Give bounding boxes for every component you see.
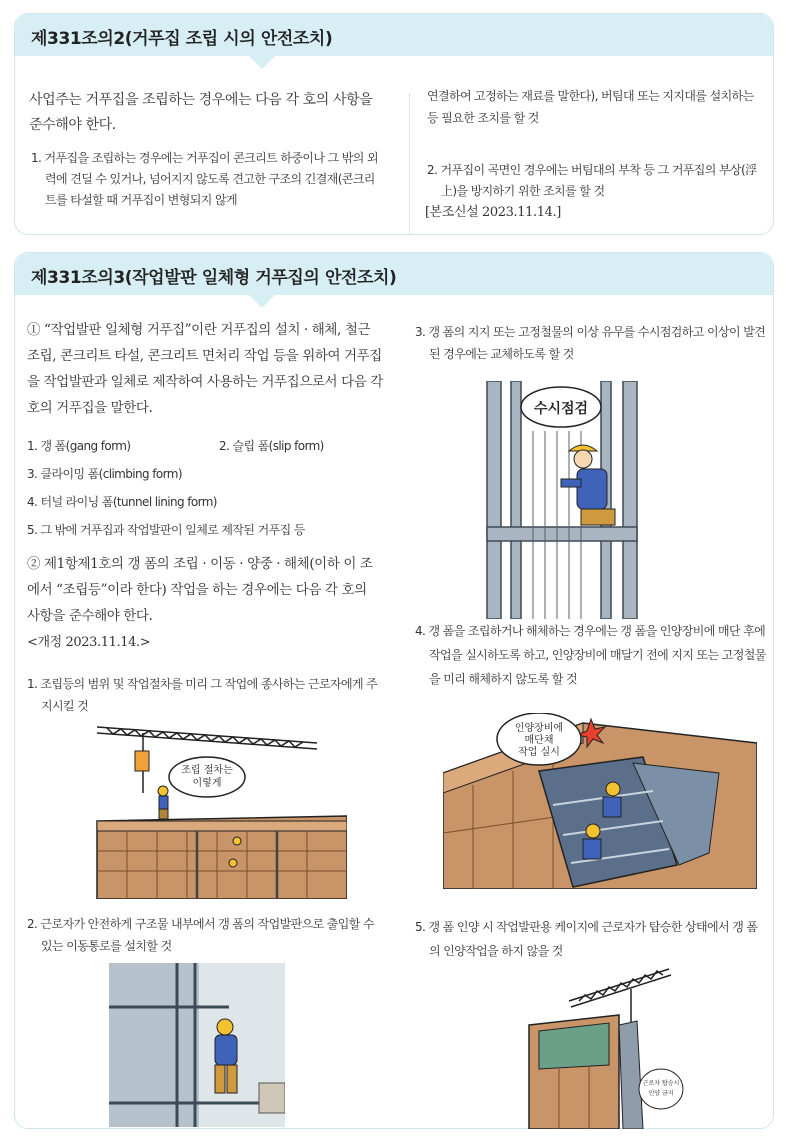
paragraph-1: ① “작업발판 일체형 거푸집”이란 거푸집의 설치 · 해체, 철근 조립, 콘크리트 타설, 콘크리트 면처리 작업 등을 위하여 거푸집을 작업발판과 일체로 제작하여 사용하는 거푸집으로서 다음 각 호의 거푸집을 말한다. bbox=[27, 322, 383, 416]
item-1-continued: 연결하여 고정하는 재료를 말한다), 버팀대 또는 지지대를 설치하는 등 필요한 조치를 할 것 bbox=[427, 89, 754, 125]
article-header bbox=[15, 14, 773, 56]
list-item-1: 1. 갱 폼(gang form) bbox=[27, 439, 131, 453]
list-item-3: 3. 클라이밍 폼(climbing form) bbox=[27, 467, 182, 481]
list-item-2: 2. 슬립 폼(slip form) bbox=[219, 439, 324, 453]
header-pointer bbox=[249, 295, 275, 308]
item-1: 1. 거푸집을 조립하는 경우에는 거푸집이 콘크리트 하중이나 그 밖의 외력에 견딜 수 있거나, 넘어지지 않도록 견고한 구조의 긴결재(콘크리트를 타설할 때 거푸집이 변형되지 않게 bbox=[31, 151, 378, 207]
item-2: 2. 거푸집이 곡면인 경우에는 버팀대의 부착 등 그 거푸집의 부상(浮上)을 방지하기 위한 조치를 할 것 bbox=[427, 163, 757, 198]
article-331-2-panel bbox=[14, 13, 774, 235]
rule-2: 2. 근로자가 안전하게 구조물 내부에서 갱 폼의 작업발판으로 출입할 수 있는 이동통로를 설치할 것 bbox=[27, 917, 374, 953]
gang-form-lifting-illustration bbox=[443, 713, 757, 889]
bubble-text: 인양장비에 bbox=[514, 723, 564, 734]
article-title: 제331조의2(거푸집 조립 시의 안전조치) bbox=[31, 29, 333, 49]
access-passage-illustration bbox=[109, 963, 285, 1127]
list-item-4: 4. 터널 라이닝 폼(tunnel lining form) bbox=[27, 495, 217, 509]
column-divider bbox=[409, 94, 410, 234]
rule-4: 4. 갱 폼을 조립하거나 해체하는 경우에는 갱 폼을 인양장비에 매단 후에 작업을 실시하도록 하고, 인양장비에 매달기 전에 지지 또는 고정철물을 미리 해체하지 않도록 할 것 bbox=[415, 624, 766, 686]
list-item-5: 5. 그 밖에 거푸집과 작업발판이 일체로 제작된 거푸집 등 bbox=[27, 523, 305, 537]
bubble-text: 근로자 탑승시 bbox=[642, 1080, 680, 1087]
paragraph-2: ② 제1항제1호의 갱 폼의 조립 · 이동 · 양중 · 해체(이하 이 조에서 “조립등”이라 한다) 작업을 하는 경우에는 다음 각 호의 사항을 준수해야 한다. bbox=[27, 556, 373, 624]
header-pointer bbox=[249, 56, 275, 69]
rule-5: 5. 갱 폼 인양 시 작업발판용 케이지에 근로자가 탑승한 상태에서 갱 폼의 인양작업을 하지 않을 것 bbox=[415, 920, 758, 958]
svg-text:인양 금지: 인양 금지 bbox=[648, 1090, 674, 1097]
rule-3: 3. 갱 폼의 지지 또는 고정철물의 이상 유무를 수시점검하고 이상이 발견된 경우에는 교체하도록 할 것 bbox=[415, 325, 766, 361]
gang-form-crane-illustration bbox=[519, 965, 689, 1129]
intro-text: 사업주는 거푸집을 조립하는 경우에는 다음 각 호의 사항을 준수해야 한다. bbox=[29, 92, 373, 133]
article-header bbox=[15, 253, 773, 295]
crane-building-illustration bbox=[77, 721, 347, 899]
article-title: 제331조의3(작업발판 일체형 거푸집의 안전조치) bbox=[31, 268, 397, 288]
enactment-note: [본조신설 2023.11.14.] bbox=[425, 205, 561, 220]
article-331-3-panel bbox=[14, 252, 774, 1129]
amendment-note: <개정 2023.11.14.> bbox=[27, 635, 151, 650]
svg-text:이렇게: 이렇게 bbox=[192, 778, 222, 789]
rule-1: 1. 조립등의 범위 및 작업절차를 미리 그 작업에 종사하는 근로자에게 주지시킬 것 bbox=[27, 677, 378, 713]
inspection-illustration bbox=[481, 381, 681, 619]
svg-text:작업 실시: 작업 실시 bbox=[518, 747, 560, 758]
bubble-text: 수시점검 bbox=[533, 401, 589, 417]
worker-figure bbox=[158, 786, 168, 819]
svg-text:매단채: 매단채 bbox=[524, 735, 554, 746]
bubble-text: 조립 절차는 bbox=[181, 765, 233, 776]
